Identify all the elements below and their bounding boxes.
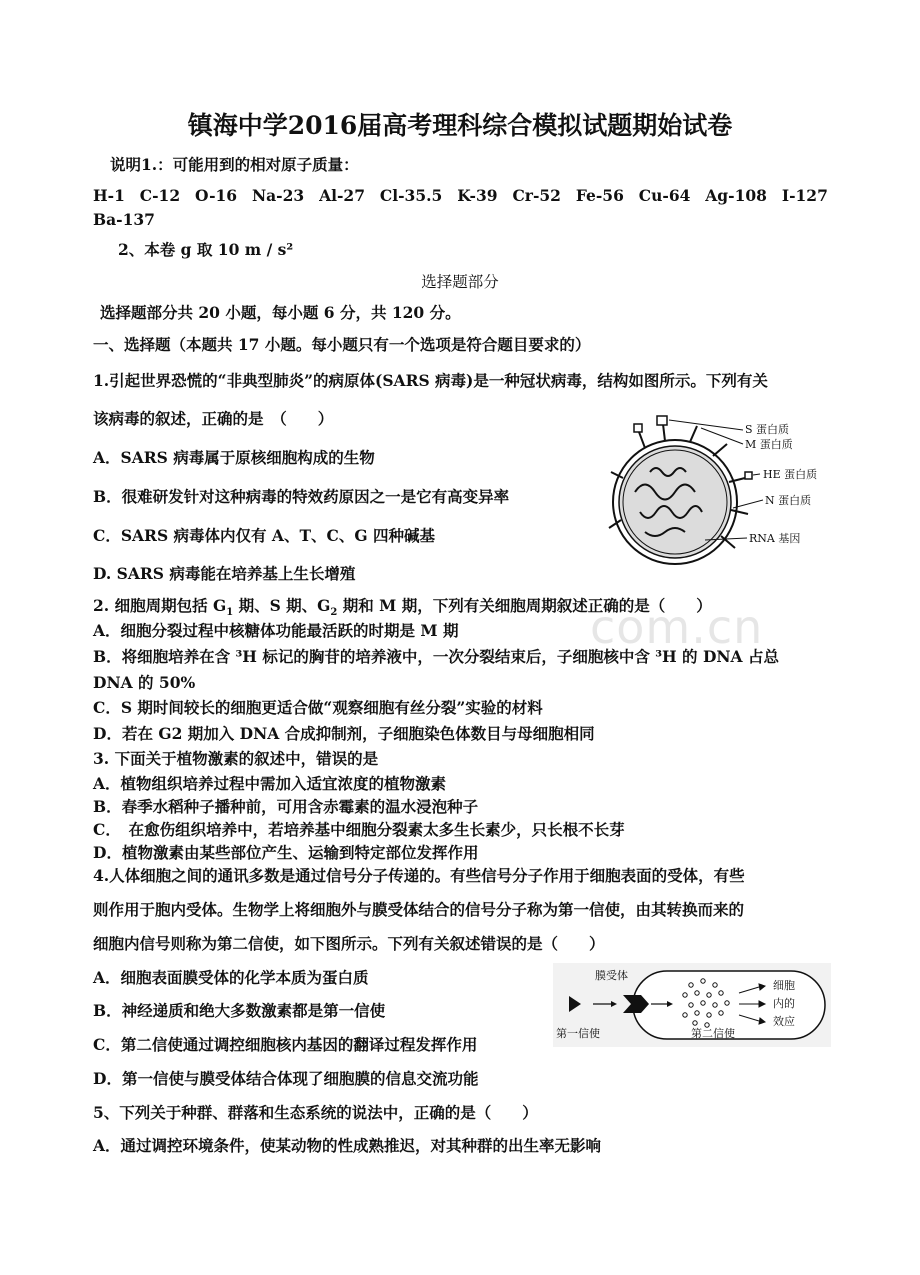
q4-stem-3: 细胞内信号则称为第二信使，如下图所示。下列有关叙述错误的是（ ）	[93, 934, 605, 953]
label-membrane-receptor: 膜受体	[595, 969, 628, 982]
q3-option-d: D．植物激素由某些部位产生、运输到特定部位发挥作用	[93, 843, 479, 862]
q2-option-d: D．若在 G2 期加入 DNA 合成抑制剂，子细胞染色体数目与母细胞相同	[93, 724, 595, 743]
q3-option-b: B．春季水稻种子播种前，可用含赤霉素的温水浸泡种子	[93, 797, 479, 816]
label-n-protein: N 蛋白质	[765, 494, 812, 507]
atomic-mass-list	[93, 186, 828, 205]
q3-option-a: A．植物组织培养过程中需加入适宜浓度的植物激素	[93, 774, 447, 793]
q2-sub-1: 1	[226, 607, 234, 619]
q2-option-c: C．S 期时间较长的细胞更适合做“观察细胞有丝分裂”实验的材料	[93, 698, 543, 717]
note-line-1: 说明1.：可能用到的相对原子质量：	[110, 155, 359, 174]
q4-option-a: A．细胞表面膜受体的化学本质为蛋白质	[93, 968, 369, 987]
q2-option-b-1: B．将细胞培养在含 ³H 标记的胸苷的培养液中，一次分裂结束后，子细胞核中含 ³H 的 DNA 占总	[93, 647, 779, 666]
mass-item: Na-23	[251, 186, 305, 205]
q4-option-d: D．第一信使与膜受体结合体现了细胞膜的信息交流功能	[93, 1069, 479, 1088]
note-line-2: 2、本卷 g 取 10 m / s²	[118, 240, 294, 259]
label-first-messenger: 第一信使	[556, 1027, 600, 1040]
label-second-messenger: 第二信使	[691, 1027, 735, 1040]
label-he-protein: HE 蛋白质	[763, 468, 818, 481]
mass-item: Cl-35.5	[379, 186, 443, 205]
label-effect-3: 效应	[773, 1015, 795, 1028]
q1-stem-2: 该病毒的叙述，正确的是 （ ）	[93, 409, 334, 428]
mass-item: Ag-108	[705, 186, 767, 205]
section-title: 选择题部分	[421, 273, 499, 291]
part-one-heading: 一、选择题（本题共 17 小题。每小题只有一个选项是符合题目要求的）	[93, 335, 591, 354]
signal-messenger-diagram	[553, 963, 831, 1047]
mass-item: K-39	[457, 186, 498, 205]
q1-option-d: D. SARS 病毒能在培养基上生长增殖	[93, 564, 356, 583]
q5-option-a: A．通过调控环境条件，使某动物的性成熟推迟，对其种群的出生率无影响	[93, 1136, 602, 1155]
q3-option-c: C． 在愈伤组织培养中，若培养基中细胞分裂素太多生长素少，只长根不长芽	[93, 820, 625, 839]
label-m-protein: M 蛋白质	[745, 438, 793, 451]
q2-stem-part: 2. 细胞周期包括 G	[93, 596, 227, 615]
mass-item: Fe-56	[575, 186, 624, 205]
q2-sub-2: 2	[330, 607, 338, 619]
mass-item: C-12	[139, 186, 181, 205]
q1-option-b: B．很难研发针对这种病毒的特效药原因之一是它有高变异率	[93, 487, 510, 506]
q1-option-a: A．SARS 病毒属于原核细胞构成的生物	[93, 448, 375, 467]
q4-stem-1: 4.人体细胞之间的通讯多数是通过信号分子传递的。有些信号分子作用于细胞表面的受体，有些	[93, 866, 745, 885]
q1-stem-1: 1.引起世界恐慌的“非典型肺炎”的病原体(SARS 病毒)是一种冠状病毒，结构如图所示。下列有关	[93, 371, 768, 390]
label-effect-1: 细胞	[773, 979, 795, 992]
mass-item: H-1	[93, 186, 125, 205]
label-s-protein: S 蛋白质	[745, 423, 790, 436]
mass-item: O-16	[195, 186, 238, 205]
q3-stem: 3. 下面关于植物激素的叙述中，错误的是	[93, 749, 379, 768]
q4-stem-2: 则作用于胞内受体。生物学上将细胞外与膜受体结合的信号分子称为第一信使，由其转换而来的	[93, 900, 745, 919]
q2-stem	[93, 594, 712, 618]
q2-option-a: A．细胞分裂过程中核糖体功能最活跃的时期是 M 期	[93, 621, 459, 640]
label-rna-gene: RNA 基因	[749, 532, 801, 545]
exam-title: 镇海中学2016届高考理科综合模拟试题期始试卷	[187, 111, 733, 140]
q4-option-c: C．第二信使通过调控细胞核内基因的翻译过程发挥作用	[93, 1035, 478, 1054]
q5-stem: 5、下列关于种群、群落和生态系统的说法中，正确的是（ ）	[93, 1103, 538, 1122]
section-desc: 选择题部分共 20 小题，每小题 6 分，共 120 分。	[100, 303, 461, 322]
mass-item: Cu-64	[638, 186, 691, 205]
q1-option-c: C．SARS 病毒体内仅有 A、T、C、G 四种碱基	[93, 526, 435, 545]
mass-item: I-127	[781, 186, 828, 205]
sars-virus-diagram	[605, 412, 830, 582]
q2-stem-part: 期和 M 期，下列有关细胞周期叙述正确的是（ ）	[337, 596, 712, 615]
watermark: com.cn	[590, 600, 764, 654]
q2-option-b-2: DNA 的 50%	[93, 673, 196, 692]
mass-item: Cr-52	[512, 186, 561, 205]
q2-stem-part: 期、S 期、G	[233, 596, 331, 615]
mass-item: Al-27	[319, 186, 365, 205]
label-effect-2: 内的	[773, 997, 795, 1010]
q4-option-b: B．神经递质和绝大多数激素都是第一信使	[93, 1001, 386, 1020]
mass-last: Ba-137	[93, 210, 155, 229]
